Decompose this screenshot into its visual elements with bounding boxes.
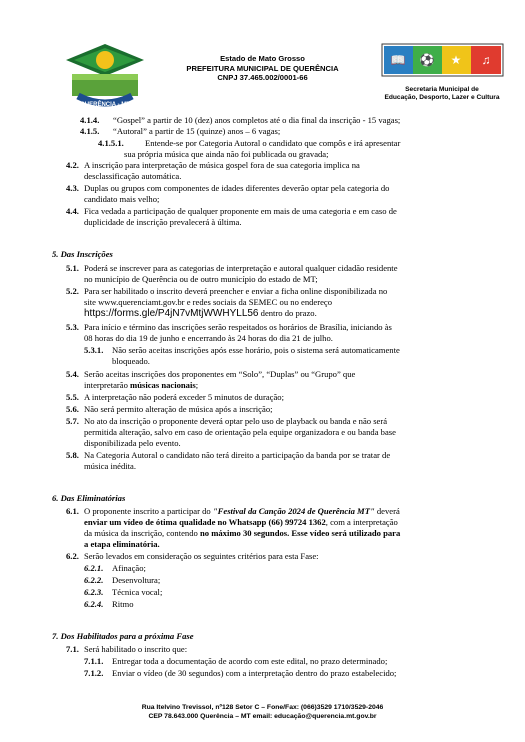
clause-text: desclassificação automática. bbox=[84, 171, 182, 181]
municipal-seal-logo bbox=[60, 40, 150, 112]
clause-number: 6.2. bbox=[66, 551, 79, 561]
svg-text:⚽: ⚽ bbox=[419, 53, 435, 67]
clause-text: O proponente inscrito a participar do "Festival da Canção 2024 de Querência MT" deverá bbox=[84, 506, 400, 516]
clause-text: Serão levados em consideração os seguintes critérios para esta Fase: bbox=[84, 551, 319, 561]
clause-text: Entregar toda a documentação de acordo com este edital, no prazo determinado; bbox=[112, 656, 388, 666]
state-name: Estado de Mato Grosso bbox=[220, 54, 305, 63]
section-heading: 5. Das Inscrições bbox=[52, 249, 113, 259]
clause-number: 5.1. bbox=[66, 263, 79, 273]
clause-number: 4.1.4. bbox=[80, 115, 100, 125]
criterion-text: Técnica vocal; bbox=[112, 587, 163, 597]
criterion-text: Ritmo bbox=[112, 599, 134, 609]
clause-number: 5.3.1. bbox=[84, 345, 104, 355]
clause-number: 7.1.2. bbox=[84, 668, 104, 678]
criterion-text: Afinação; bbox=[112, 563, 146, 573]
footer-address: Rua Itelvino Trevissol, nº128 Setor C – Fone/Fax: (066)3529 1710/3529-2046 bbox=[141, 704, 384, 711]
clause-number: 5.3. bbox=[66, 322, 79, 332]
clause-number: 7.1.1. bbox=[84, 656, 104, 666]
clause-number: 5.7. bbox=[66, 416, 79, 426]
clause-number: 5.8. bbox=[66, 450, 79, 460]
clause-text: “Gospel” a partir de 10 (dez) anos completos até o dia final da inscrição - 15 vagas; bbox=[113, 115, 401, 125]
clause-text: a etapa eliminatória. bbox=[84, 539, 160, 549]
clause-text: Para início e término das inscrições serão respeitados os horários de Brasília, iniciando às bbox=[84, 322, 392, 332]
clause-text: Será habilitado o inscrito que: bbox=[84, 644, 188, 654]
clause-text: bloqueado. bbox=[112, 356, 150, 366]
clause-text: candidato mais velho; bbox=[84, 194, 160, 204]
clause-text: Duplas ou grupos com componentes de idades diferentes deverão optar pela categoria do bbox=[84, 183, 390, 193]
clause-number: 4.4. bbox=[66, 206, 79, 216]
clause-text: Na Categoria Autoral o candidato não terá direito a participação da banda por se tratar de bbox=[84, 450, 391, 460]
clause-text: Enviar o vídeo (de 30 segundos) com a interpretação dentro do prazo estabelecido; bbox=[112, 668, 397, 678]
clause-number: 5.6. bbox=[66, 404, 79, 414]
clause-text: site www.querenciamt.gov.br e redes sociais da SEMEC ou no endereço bbox=[84, 297, 333, 307]
clause-text: A inscrição para interpretação de música gospel fora de sua categoria implica na bbox=[84, 160, 360, 170]
clause-text: Entende-se por Categoria Autoral o candidato que compôs e irá apresentar bbox=[145, 138, 401, 148]
svg-text:📖: 📖 bbox=[390, 53, 406, 67]
clause-number: 5.2. bbox=[66, 286, 79, 296]
clause-number: 4.1.5.1. bbox=[98, 138, 124, 148]
form-link[interactable]: https://forms.gle/P4jN7vMtjWWHYLL56 bbox=[84, 308, 259, 319]
secretaria-name: Secretaria Municipal de Educação, Desporto, Lazer e Cultura bbox=[384, 86, 500, 102]
clause-text: Serão aceitas inscrições dos proponentes em “Solo”, “Duplas” ou “Grupo” que bbox=[84, 369, 356, 379]
clause-text: Poderá se inscrever para as categorias de interpretação e autoral qualquer cidadão residente bbox=[84, 263, 398, 273]
clause-text: Não serão aceitas inscrições após esse horário, pois o sistema será automaticamente bbox=[112, 345, 400, 355]
criterion-number: 6.2.3. bbox=[84, 587, 104, 597]
clause-text: disponibilizada pelo evento. bbox=[84, 438, 181, 448]
clause-number: 6.1. bbox=[66, 506, 79, 516]
section-heading: 7. Dos Habilitados para a próxima Fase bbox=[52, 631, 194, 641]
clause-number: 5.5. bbox=[66, 392, 79, 402]
criterion-number: 6.2.2. bbox=[84, 575, 104, 585]
clause-number: 5.4. bbox=[66, 369, 79, 379]
clause-text: Não será permito alteração de música após a inscrição; bbox=[84, 404, 273, 414]
clause-number: 4.3. bbox=[66, 183, 79, 193]
footer-contact: CEP 78.643.000 Querência – MT email: educação@querencia.mt.gov.br bbox=[148, 713, 377, 720]
criterion-number: 6.2.4. bbox=[84, 599, 104, 609]
svg-text:QUERÊNCIA - MT: QUERÊNCIA - MT bbox=[80, 102, 130, 108]
header-title-block bbox=[150, 54, 375, 83]
page-footer bbox=[0, 703, 525, 721]
section-heading: 6. Das Eliminatórias bbox=[52, 493, 126, 503]
svg-text:♫: ♫ bbox=[481, 53, 491, 67]
clause-text: interpretarão músicas nacionais; bbox=[84, 380, 199, 390]
clause-number: 4.2. bbox=[66, 160, 79, 170]
clause-text: da música da inscrição, contendo no máximo 30 segundos. Esse vídeo será utilizado para bbox=[84, 528, 401, 538]
criterion-number: 6.2.1. bbox=[84, 563, 104, 573]
clause-text: “Autoral” a partir de 15 (quinze) anos – 6 vagas; bbox=[113, 126, 281, 136]
clause-text: sua própria música que ainda não foi publicada ou gravada; bbox=[124, 149, 329, 159]
clause-text: permitida alteração, salvo em caso de orientação pela equipe organizadora e ou banda base bbox=[84, 427, 396, 437]
prefeitura-name: PREFEITURA MUNICIPAL DE QUERÊNCIA bbox=[186, 63, 339, 73]
clause-text: A interpretação não poderá exceder 5 minutos de duração; bbox=[84, 392, 284, 402]
svg-text:★: ★ bbox=[450, 53, 462, 67]
cnpj: CNPJ 37.465.002/0001-66 bbox=[217, 73, 308, 83]
clause-text: Fica vedada a participação de qualquer proponente em mais de uma categoria e em caso de bbox=[84, 206, 397, 216]
clause-text: Para ser habilitado o inscrito deverá preencher e enviar a ficha online disponibilizada no bbox=[84, 286, 388, 296]
criterion-text: Desenvoltura; bbox=[112, 575, 161, 585]
clause-text: No ato da inscrição o proponente deverá optar pelo uso de playback ou banda e não será bbox=[84, 416, 388, 426]
clause-text: https://forms.gle/P4jN7vMtjWWHYLL56 dentro do prazo. bbox=[84, 308, 317, 319]
clause-text: duplicidade de inscrição prevalecerá à última. bbox=[84, 217, 242, 227]
clause-text: 08 horas do dia 19 de junho e encerrando às 24 horas do dia 21 de julho. bbox=[84, 333, 333, 343]
clause-text: música inédita. bbox=[84, 461, 137, 471]
clause-number: 4.1.5. bbox=[80, 126, 100, 136]
clause-text: enviar um vídeo de ótima qualidade no Whatsapp (66) 99724 1362, com a interpretação bbox=[84, 517, 398, 527]
clause-number: 7.1. bbox=[66, 644, 79, 654]
clause-text: no município de Querência ou de outro município do estado de MT; bbox=[84, 274, 318, 284]
